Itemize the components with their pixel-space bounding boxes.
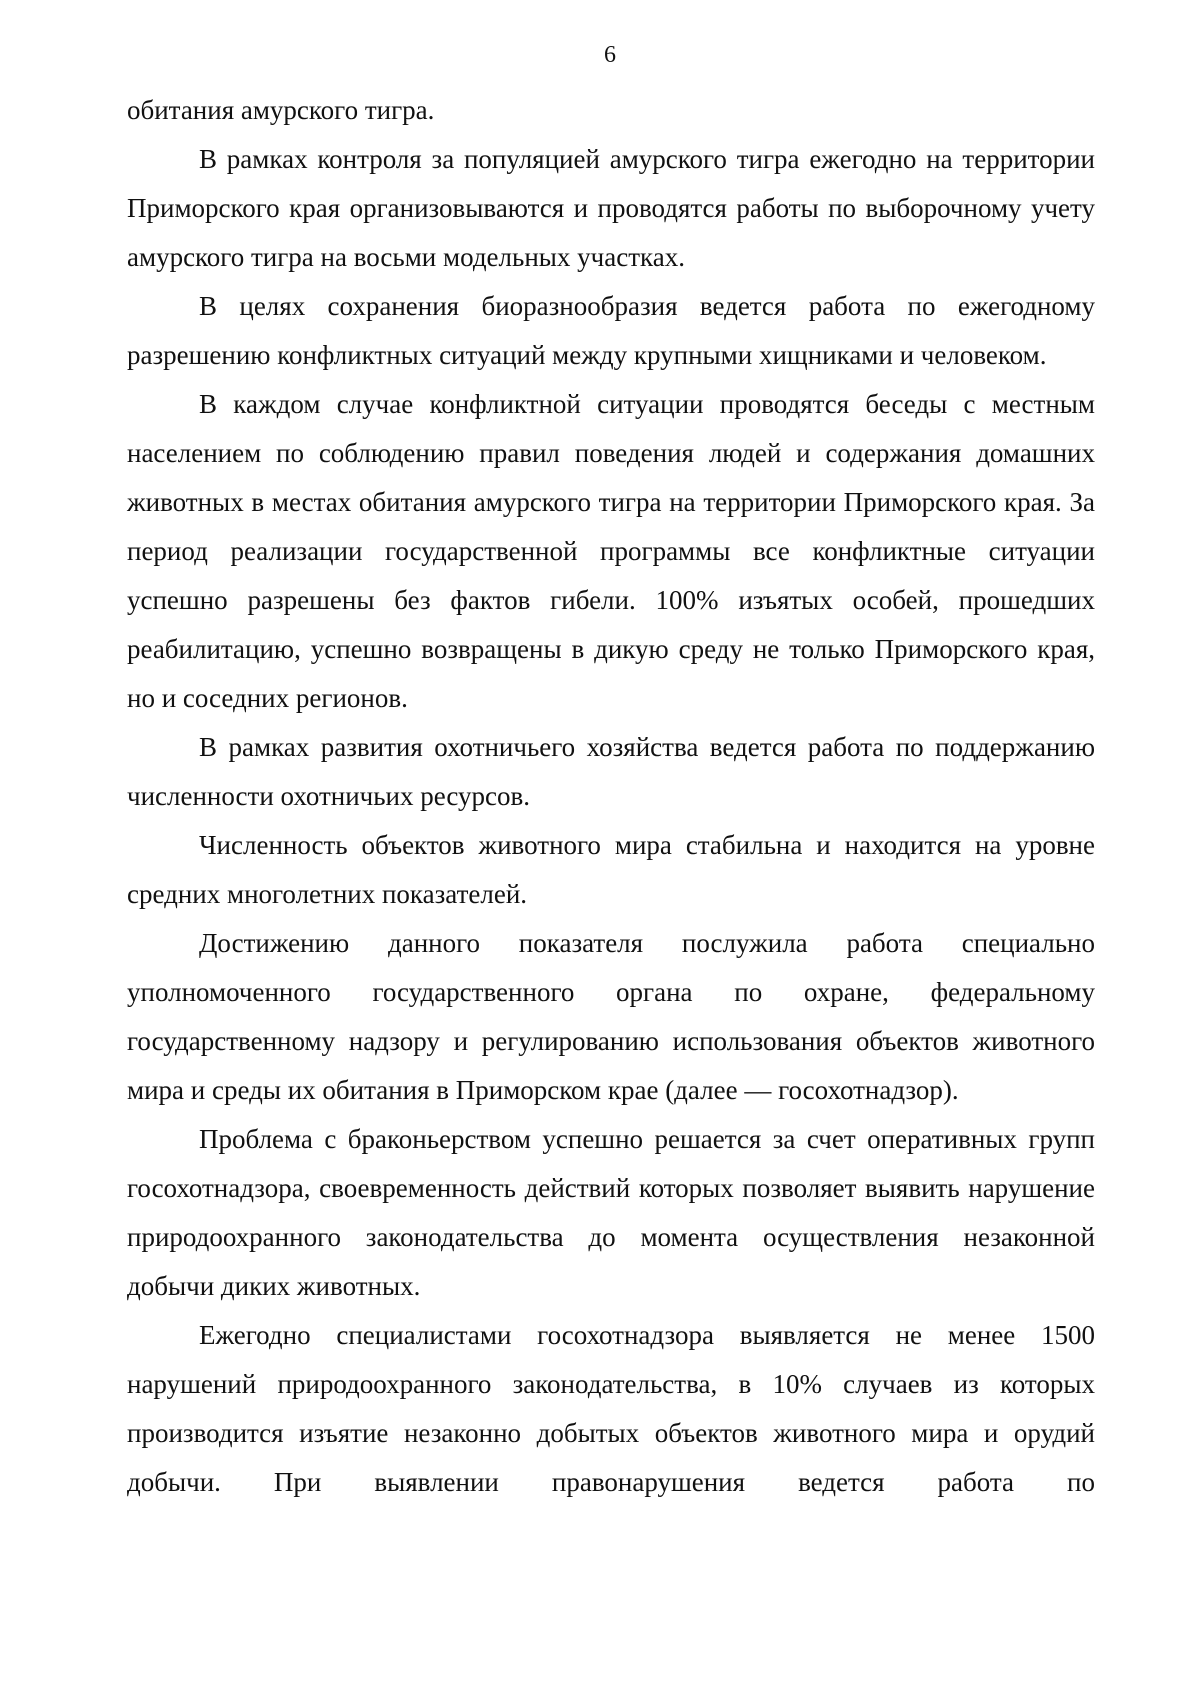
paragraph-biodiversity: В целях сохранения биоразнообразия ведется работа по ежегодному разрешению конфликтных ситуаций между крупными хищниками и человеком. bbox=[127, 291, 1095, 370]
paragraph-violations: Ежегодно специалистами госохотнадзора выявляется не менее 1500 нарушений природоохранного законодательства, в 10% случаев из которых производится изъятие незаконно добытых объектов животного мира и орудий добычи. При выявлении правонарушения ведется работа по bbox=[127, 1320, 1095, 1497]
document-body bbox=[127, 86, 1095, 1507]
paragraph-wildlife-population: Численность объектов животного мира стабильна и находится на уровне средних многолетних показателей. bbox=[127, 830, 1095, 909]
paragraph-gosokhotnadzor: Достижению данного показателя послужила работа специально уполномоченного государственного органа по охране, федеральному государственному надзору и регулированию использования объектов животного мира и среды их обитания в Приморском крае (далее — госохотнадзор). bbox=[127, 928, 1095, 1105]
paragraph-continuation: обитания амурского тигра. bbox=[127, 95, 435, 125]
paragraph-hunting-economy: В рамках развития охотничьего хозяйства ведется работа по поддержанию численности охотничьих ресурсов. bbox=[127, 732, 1095, 811]
paragraph-poaching: Проблема с браконьерством успешно решается за счет оперативных групп госохотнадзора, своевременность действий которых позволяет выявить нарушение природоохранного законодательства до момента осуществления незаконной добычи диких животных. bbox=[127, 1124, 1095, 1301]
page-number: 6 bbox=[604, 42, 616, 68]
paragraph-conflict-situations: В каждом случае конфликтной ситуации проводятся беседы с местным населением по соблюдению правил поведения людей и содержания домашних животных в местах обитания амурского тигра на территории Приморского края. За период реализации государственной программы все конфликтные ситуации успешно разрешены без фактов гибели. 100% изъятых особей, прошедших реабилитацию, успешно возвращены в дикую среду не только Приморского края, но и соседних регионов. bbox=[127, 389, 1095, 713]
paragraph-tiger-monitoring: В рамках контроля за популяцией амурского тигра ежегодно на территории Приморского края организовываются и проводятся работы по выборочному учету амурского тигра на восьми модельных участках. bbox=[127, 144, 1095, 272]
